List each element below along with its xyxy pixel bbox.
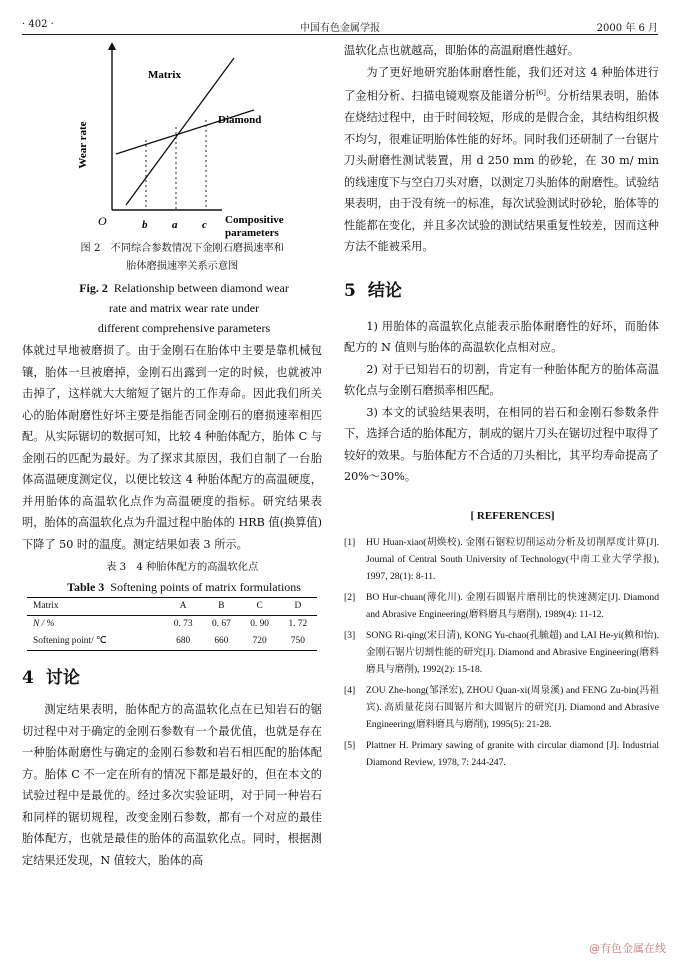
section-5-title: 结论 [367, 280, 402, 301]
reference-item [344, 534, 659, 585]
issue-date: 2000 年 6 月 [596, 23, 658, 34]
table-header-cell: D [279, 598, 317, 616]
table-row [27, 633, 317, 651]
table-row [27, 616, 317, 634]
tick-b: b [142, 219, 148, 231]
figure-caption-en-3: different comprehensive parameters [97, 321, 271, 335]
wear-rate-diagram [22, 40, 322, 240]
table-header-cell: A [164, 598, 202, 616]
figure-label: Fig. 2 [79, 281, 108, 295]
section-4-paragraph: 测定结果表明，胎体配方的高温软化点在已知岩石的锯切过程中对于确定的金刚石参数有一个最优值，也就是存在一种胎体耐磨性与确定的金刚石参数和岩石相匹配的胎体配方。胎体 C 不一定在所有的情况下都是最好的，但在本文的试验过程中是最优的。经过多次实验证明，对于同一种岩石和同样的锯切规程，改变金刚石参数，都有一个对应的最佳胎体配方，也就是最佳的胎体的高温软化点。同时，根据测定结果还发现，N 值较大，胎体的高 [22, 703, 322, 867]
reference-number: [1] [344, 536, 356, 548]
table-caption-cn: 表 3 4 种胎体配方的高温软化点 [106, 562, 259, 573]
table-cell: 720 [241, 633, 279, 651]
right-column [344, 40, 659, 775]
journal-name: 中国有色金属学报 [300, 23, 380, 34]
reference-number: [2] [344, 591, 356, 603]
table-caption-en [22, 577, 322, 597]
right-paragraph [344, 62, 659, 258]
table-cell: 0. 73 [173, 619, 193, 629]
figure-caption-cn-2: 胎体磨损速率关系示意图 [126, 261, 239, 272]
reference-number: [3] [344, 629, 356, 641]
table-cell: 680 [164, 633, 202, 651]
reference-text: Plattner H. Primary sawing of granite with circular diamond [J]. Industrial Diamond Review, 1978, 7: 244-247. [366, 739, 659, 768]
tick-c: c [202, 219, 207, 231]
table-cell: 660 [202, 633, 240, 651]
reference-item [344, 589, 659, 623]
table-label: Table 3 [67, 580, 105, 594]
figure-caption-en-text: Relationship between diamond wear [113, 281, 289, 295]
figure-caption-en-1 [22, 278, 322, 298]
right-paragraph-pre: 为了更好地研究胎体耐磨性能，我们还对这 4 种胎体进行了金相分析、扫描电镜观察及能谱分析 [344, 65, 659, 103]
running-header [22, 16, 658, 35]
table-cell: 0. 90 [250, 619, 269, 629]
reference-item [344, 737, 659, 771]
conclusion-1: 1) 用胎体的高温软化点能表示胎体耐磨性的好坏，而胎体配方的 N 值则与胎体的高温软化点相对应。 [344, 319, 659, 355]
reference-text: HU Huan-xiao(胡焕校). 金刚石锯粒切削运动分析及切削厚度计算[J]. Journal of Central South University of Technology(中南工业大学学报), 1997, 28(1): 8-11. [366, 536, 659, 582]
table-header-cell: C [241, 598, 279, 616]
table-header-cell: B [202, 598, 240, 616]
reference-item [344, 682, 659, 733]
y-axis-label: Wear rate [77, 121, 89, 169]
reference-text: SONG Ri-qing(宋日清), KONG Yu-chao(孔毓超) and LAI He-yi(赖和怡). 金刚石锯片切割性能的研究[J]. Diamond and Abrasive Engineering(磨料磨具与磨削), 1992(2): 15-18. [366, 629, 659, 675]
reference-list [344, 534, 659, 771]
section-4-number: 4 [22, 668, 34, 688]
table-cell: N / % [33, 619, 55, 629]
matrix-label: Matrix [148, 69, 181, 81]
left-paragraph: 体就过早地被磨损了。由于金刚石在胎体中主要是靠机械包镶，胎体一旦被磨掉，金刚石出露到一定的时候，也就被冲击掉了，这样就大大缩短了锯片的工作寿命。因此我们所关心的胎体耐磨性好坏主要是指能否同金刚石的磨损速率相匹配。从实际锯切的数据可知，比较 4 种胎体配方，胎体 C 与金刚石的匹配为最好。为了探求其原因，我们自制了一台胎体高温硬度测定仪，以便比较这 4 种胎体配方的高温硬度，并用胎体的高温软化点作为高温硬度的指标。研究结果表明，胎体的高温软化点为升温过程中胎体的 HRB 值(换算值)下降了 50 时的温度。测定结果如表 3 所示。 [22, 344, 322, 551]
watermark: @有色金属在线 [589, 942, 666, 955]
figure-caption-en-2: rate and matrix wear rate under [108, 301, 260, 315]
conclusion-2: 2) 对于已知岩石的切割，肯定有一种胎体配方的胎体高温软化点与金刚石磨损率相匹配。 [344, 362, 659, 398]
table-caption-en-text: Softening points of matrix formulations [110, 580, 301, 594]
reference-number: [4] [344, 684, 356, 696]
reference-text: ZOU Zhe-hong(邹泽宏), ZHOU Quan-xi(周泉溪) and FENG Zu-bin(冯祖宾). 高质量花岗石圆锯片和大圆锯片的研究[J]. Diamond and Abrasive Engineering(磨料磨具与磨削), 1995(5): 21-28. [366, 684, 659, 730]
reference-text: BO Hur-chuan(薄化川). 金刚石圆锯片磨削比的快速测定[J]. Diamond and Abrasive Engineering(磨料磨具与磨削), 1989(4): 11-12. [366, 591, 659, 620]
references-heading: [ REFERENCES] [470, 509, 555, 522]
table-cell: 0. 67 [212, 619, 231, 629]
diamond-label: Diamond [218, 114, 262, 126]
section-4-title: 讨论 [45, 668, 80, 688]
conclusion-3: 3) 本文的试验结果表明，在相同的岩石和金刚石参数条件下，选择合适的胎体配方，制成的锯片刀头在锯切过程中取得了较好的效果。与胎体配方不合适的刀头相比，其平均寿命提高了 20%～30%。 [344, 405, 659, 484]
section-5-number: 5 [344, 280, 356, 301]
table-cell: 750 [279, 633, 317, 651]
table-cell: Softening point/ ℃ [27, 633, 164, 651]
figure-caption-cn-1: 图 2 不同综合参数情况下金刚石磨损速率和 [80, 243, 284, 254]
table-header-cell: Matrix [27, 598, 164, 616]
y-axis-arrow [108, 42, 116, 50]
table-3 [27, 597, 317, 651]
table-header-row [27, 598, 317, 616]
citation-6: [6] [536, 89, 546, 97]
tick-a: a [172, 219, 178, 231]
section-4-heading [22, 663, 322, 693]
figure-2 [22, 40, 322, 240]
table-cell: 1. 72 [288, 619, 308, 629]
x-axis-label-1: Compositive [225, 214, 284, 226]
section-5-heading [344, 276, 659, 306]
left-column [22, 40, 322, 871]
x-axis-label-2: parameters [225, 227, 279, 239]
origin-label: O [98, 214, 107, 228]
reference-item [344, 627, 659, 678]
right-paragraph-post: 。分析结果表明，胎体在烧结过程中，由于时间较短，形成的是假合金，其结构组织极不均匀，很难证明胎体性能的好坏。同时我们还研制了一台锯片刀头耐磨性测试装置，用 d 250 mm 的砂轮，在 30 m/ min 的线速度下与空白刀头对磨，以测定刀头胎体的耐磨性。试验结果表明，由于没有统一的标准，每次试验测试时砂轮，胎体等的性能都在变化，并且多次试验的测试结果重复性较差，因而这种方法不能被采用。 [344, 89, 659, 254]
reference-number: [5] [344, 739, 356, 751]
right-continuation: 温软化点也就越高，即胎体的高温耐磨性越好。 [344, 44, 579, 57]
page-number: · 402 · [22, 19, 54, 30]
